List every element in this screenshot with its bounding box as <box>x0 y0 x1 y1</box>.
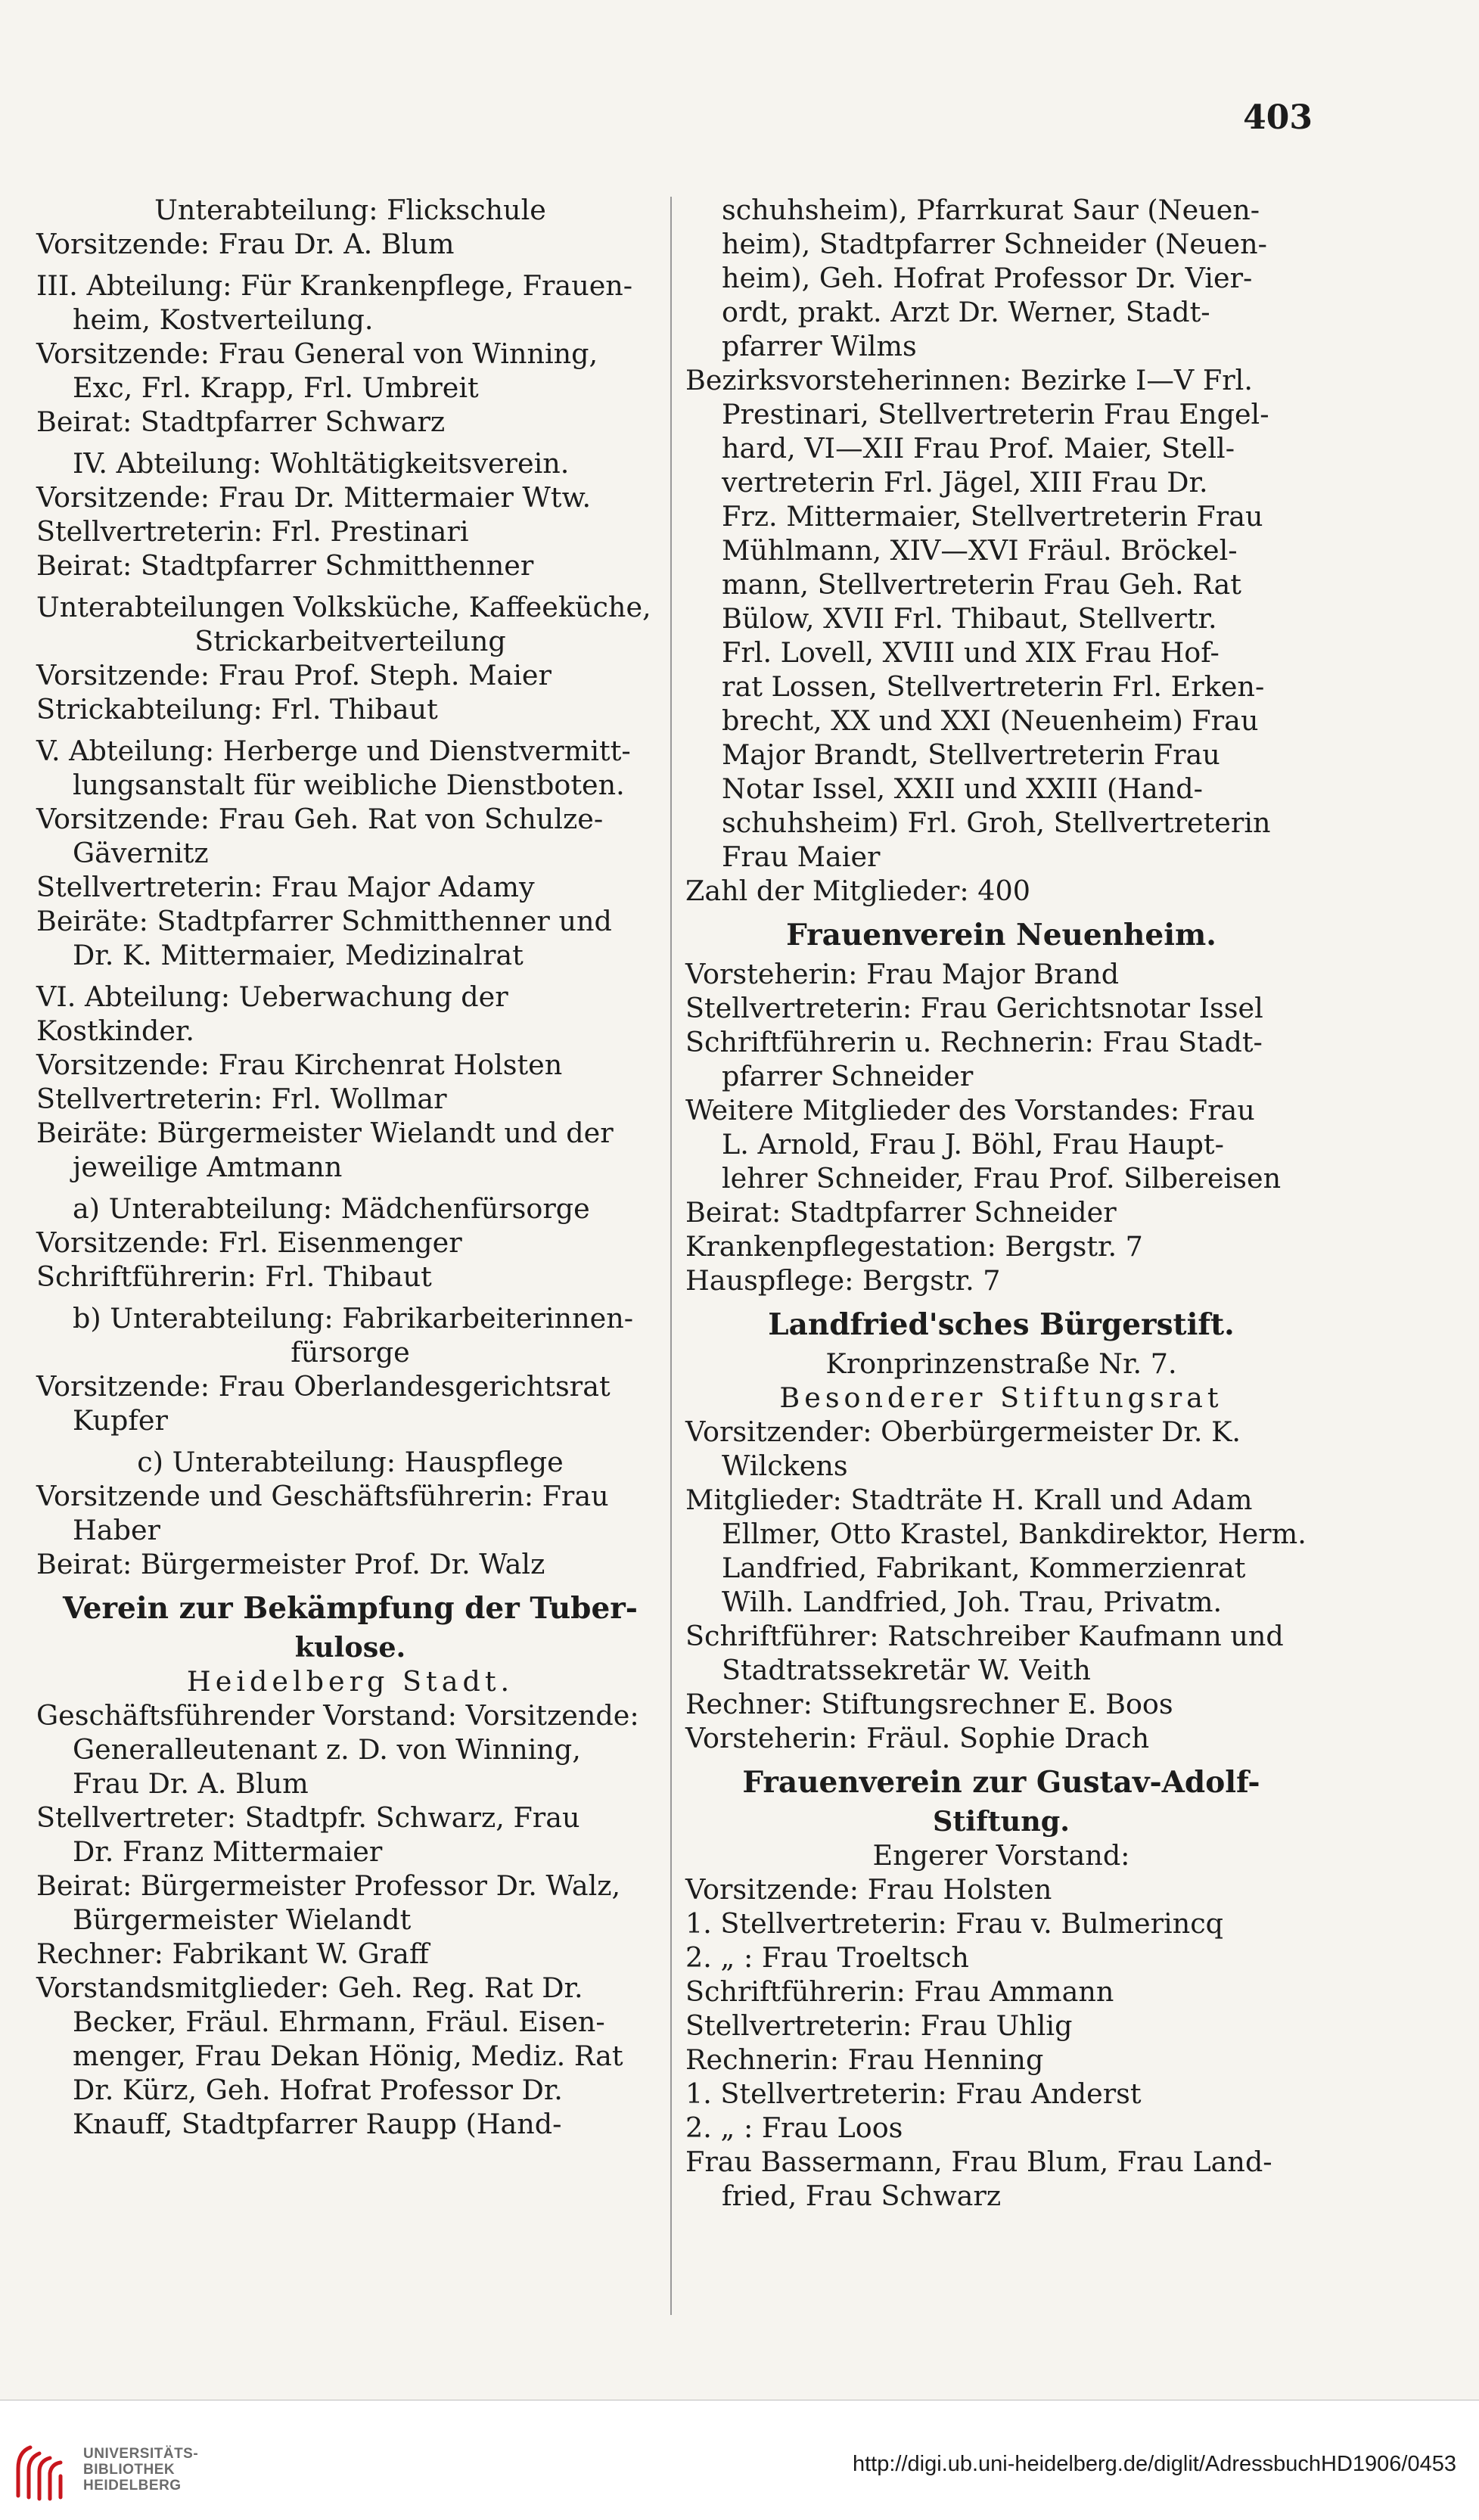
text-line: Rechnerin: Frau Henning <box>685 2043 1044 2076</box>
text-line: pfarrer Wilms <box>722 330 917 362</box>
text-line: Dr. Franz Mittermaier <box>73 1835 383 1868</box>
text-line: Hauspflege: Bergstr. 7 <box>685 1264 1001 1297</box>
text-line: Major Brandt, Stellvertreterin Frau <box>722 738 1220 771</box>
text-line: Besonderer Stiftungsrat <box>779 1381 1223 1414</box>
text-line: Kupfer <box>73 1404 168 1437</box>
text-line: heim), Stadtpfarrer Schneider (Neuen- <box>722 228 1267 260</box>
text-line: hard, VI—XII Frau Prof. Maier, Stell- <box>722 432 1235 465</box>
text-line: Dr. Kürz, Geh. Hofrat Professor Dr. <box>73 2074 563 2106</box>
logo-line: BIBLIOTHEK <box>83 2462 176 2478</box>
text-line: vertreterin Frl. Jägel, XIII Frau Dr. <box>722 466 1208 499</box>
text-line: L. Arnold, Frau J. Böhl, Frau Haupt- <box>722 1128 1224 1161</box>
text-line: VI. Abteilung: Ueberwachung der Kostkinder. <box>36 980 508 1047</box>
text-line: 1. Stellvertreterin: Frau Anderst <box>685 2077 1142 2110</box>
text-line: Prestinari, Stellvertreterin Frau Engel- <box>722 398 1269 430</box>
text-line: Landfried, Fabrikant, Kommerzienrat <box>722 1552 1246 1584</box>
text-line: Bürgermeister Wielandt <box>73 1903 412 1936</box>
text-line: brecht, XX und XXI (Neuenheim) Frau <box>722 704 1259 737</box>
text-line: Beiräte: Bürgermeister Wielandt und der <box>36 1117 614 1149</box>
text-line: Mitglieder: Stadträte H. Krall und Adam <box>685 1484 1253 1516</box>
text-line: IV. Abteilung: Wohltätigkeitsverein. <box>73 447 570 480</box>
text-line: Stiftung. <box>933 1805 1070 1838</box>
text-line: Wilh. Landfried, Joh. Trau, Privatm. <box>722 1586 1223 1618</box>
text-line: Exc, Frl. Krapp, Frl. Umbreit <box>73 371 479 404</box>
text-line: c) Unterabteilung: Hauspflege <box>137 1446 564 1478</box>
section-heading: Verein zur Bekämpfung der Tuber- <box>63 1591 638 1626</box>
text-line: menger, Frau Dekan Hönig, Mediz. Rat <box>73 2040 623 2072</box>
text-line: 2. „ : Frau Loos <box>685 2111 903 2144</box>
text-line: Beirat: Bürgermeister Professor Dr. Walz, <box>36 1869 621 1902</box>
text-line: Stellvertreterin: Frau Uhlig <box>685 2009 1073 2042</box>
text-line: ordt, prakt. Arzt Dr. Werner, Stadt- <box>722 296 1210 328</box>
text-line: Generalleutenant z. D. von Winning, <box>73 1733 581 1766</box>
section-heading: Frauenverein Neuenheim. <box>786 918 1216 952</box>
page-number: 403 <box>1243 98 1313 137</box>
text-line: lehrer Schneider, Frau Prof. Silbereisen <box>722 1162 1282 1195</box>
text-line: Heidelberg Stadt. <box>186 1665 514 1698</box>
text-line: Bülow, XVII Frl. Thibaut, Stellvertr. <box>722 602 1217 635</box>
text-line: Knauff, Stadtpfarrer Raupp (Hand- <box>73 2108 562 2140</box>
text-line: Mühlmann, XIV—XVI Fräul. Bröckel- <box>722 534 1238 567</box>
text-line: Wilckens <box>722 1450 848 1482</box>
text-line: Beirat: Bürgermeister Prof. Dr. Walz <box>36 1548 545 1580</box>
text-line: Vorsitzende: Frau Holsten <box>685 1873 1052 1906</box>
text-line: Frau Bassermann, Frau Blum, Frau Land- <box>685 2146 1272 2178</box>
library-logo-text <box>83 2446 198 2494</box>
text-line: Stellvertreter: Stadtpfr. Schwarz, Frau <box>36 1801 580 1834</box>
text-line: Stellvertreterin: Frl. Prestinari <box>36 515 469 548</box>
left-column <box>36 193 664 2141</box>
text-line: Beirat: Stadtpfarrer Schwarz <box>36 405 446 438</box>
text-line: Frl. Lovell, XVIII und XIX Frau Hof- <box>722 636 1220 669</box>
section-heading: Frauenverein zur Gustav-Adolf- <box>742 1765 1260 1800</box>
text-line: 1. Stellvertreterin: Frau v. Bulmerincq <box>685 1907 1224 1940</box>
text-line: Dr. K. Mittermaier, Medizinalrat <box>73 939 524 971</box>
text-line: Kronprinzenstraße Nr. 7. <box>825 1347 1177 1380</box>
text-line: Frau Dr. A. Blum <box>73 1767 309 1800</box>
text-line: Stellvertreterin: Frau Major Adamy <box>36 871 535 903</box>
text-line: Vorsteherin: Fräul. Sophie Drach <box>685 1722 1150 1754</box>
text-line: III. Abteilung: Für Krankenpflege, Frauen- <box>36 269 633 302</box>
text-line: Bezirksvorsteherinnen: Bezirke I—V Frl. <box>685 364 1253 396</box>
text-line: kulose. <box>294 1631 406 1664</box>
text-line: Frz. Mittermaier, Stellvertreterin Frau <box>722 500 1263 533</box>
text-line: Rechner: Fabrikant W. Graff <box>36 1937 429 1970</box>
text-line: Gävernitz <box>73 837 209 869</box>
text-line: Notar Issel, XXII und XXIII (Hand- <box>722 772 1204 805</box>
text-line: fürsorge <box>291 1336 410 1369</box>
text-line: Beiräte: Stadtpfarrer Schmitthenner und <box>36 905 612 937</box>
text-line: Vorsitzende: Frl. Eisenmenger <box>36 1226 462 1259</box>
text-line: Schriftführerin: Frau Ammann <box>685 1975 1114 2008</box>
logo-line: UNIVERSITÄTS- <box>83 2446 199 2462</box>
text-line: Vorsitzende und Geschäftsführerin: Frau <box>36 1480 609 1512</box>
text-line: Schriftführerin: Frl. Thibaut <box>36 1260 432 1293</box>
text-line: Unterabteilungen Volksküche, Kaffeeküche, <box>36 591 651 623</box>
text-line: Geschäftsführender Vorstand: Vorsitzende: <box>36 1699 639 1732</box>
text-line: fried, Frau Schwarz <box>722 2180 1002 2212</box>
text-line: Zahl der Mitglieder: 400 <box>685 875 1030 907</box>
source-url-link[interactable]: http://digi.ub.uni-heidelberg.de/diglit/AdressbuchHD1906/0453 <box>852 2452 1456 2476</box>
text-line: 2. „ : Frau Troeltsch <box>685 1941 969 1974</box>
text-line: Unterabteilung: Flickschule <box>154 194 546 226</box>
text-line: V. Abteilung: Herberge und Dienstvermitt- <box>36 735 631 767</box>
text-line: Stellvertreterin: Frl. Wollmar <box>36 1083 447 1115</box>
text-line: Engerer Vorstand: <box>872 1839 1130 1872</box>
text-line: Vorsitzende: Frau Kirchenrat Holsten <box>36 1049 563 1081</box>
text-line: Vorstandsmitglieder: Geh. Reg. Rat Dr. <box>36 1972 583 2004</box>
text-line: Beirat: Stadtpfarrer Schmitthenner <box>36 549 534 582</box>
text-line: Vorsitzende: Frau Prof. Steph. Maier <box>36 659 552 691</box>
text-line: Strickabteilung: Frl. Thibaut <box>36 693 438 726</box>
text-line: b) Unterabteilung: Fabrikarbeiterinnen- <box>73 1302 634 1335</box>
text-line: jeweilige Amtmann <box>73 1151 343 1183</box>
text-line: Vorsitzende: Frau Dr. Mittermaier Wtw. <box>36 481 592 514</box>
text-line: pfarrer Schneider <box>722 1060 974 1092</box>
text-line: schuhsheim), Pfarrkurat Saur (Neuen- <box>722 194 1260 226</box>
library-logo-icon <box>11 2438 70 2503</box>
text-line: Stadtratssekretär W. Veith <box>722 1654 1091 1686</box>
text-line: lungsanstalt für weibliche Dienstboten. <box>73 769 625 801</box>
text-line: heim), Geh. Hofrat Professor Dr. Vier- <box>722 262 1253 294</box>
text-line: Haber <box>73 1514 161 1546</box>
text-line: schuhsheim) Frl. Groh, Stellvertreterin <box>722 806 1271 839</box>
text-line: heim, Kostverteilung. <box>73 303 374 336</box>
text-line: Vorsitzende: Frau Dr. A. Blum <box>36 228 455 260</box>
text-line: Becker, Fräul. Ehrmann, Fräul. Eisen- <box>73 2006 605 2038</box>
text-line: Beirat: Stadtpfarrer Schneider <box>685 1196 1117 1229</box>
text-line: Weitere Mitglieder des Vorstandes: Frau <box>685 1094 1255 1126</box>
text-line: Vorsitzende: Frau Geh. Rat von Schulze- <box>36 803 604 835</box>
section-heading: Landfried'sches Bürgerstift. <box>768 1307 1235 1342</box>
text-line: Strickarbeitverteilung <box>194 625 506 657</box>
right-column <box>685 193 1317 2213</box>
text-line: Krankenpflegestation: Bergstr. 7 <box>685 1230 1143 1263</box>
text-line: rat Lossen, Stellvertreterin Frl. Erken- <box>722 670 1265 703</box>
logo-line: HEIDELBERG <box>83 2478 182 2494</box>
text-line: Schriftführerin u. Rechnerin: Frau Stadt- <box>685 1026 1263 1058</box>
text-line: Frau Maier <box>722 841 881 873</box>
footer-bar <box>0 2400 1479 2520</box>
text-line: mann, Stellvertreterin Frau Geh. Rat <box>722 568 1241 601</box>
text-line: Vorsteherin: Frau Major Brand <box>685 958 1120 990</box>
text-line: Vorsitzende: Frau Oberlandesgerichtsrat <box>36 1370 611 1403</box>
text-line: Schriftführer: Ratschreiber Kaufmann und <box>685 1620 1284 1652</box>
text-line: a) Unterabteilung: Mädchenfürsorge <box>73 1192 590 1225</box>
text-line: Vorsitzender: Oberbürgermeister Dr. K. <box>685 1415 1241 1448</box>
text-line: Vorsitzende: Frau General von Winning, <box>36 337 598 370</box>
text-line: Rechner: Stiftungsrechner E. Boos <box>685 1688 1173 1720</box>
text-line: Stellvertreterin: Frau Gerichtsnotar Issel <box>685 992 1263 1024</box>
column-divider <box>670 197 672 2315</box>
text-line: Ellmer, Otto Krastel, Bankdirektor, Herm. <box>722 1518 1307 1550</box>
